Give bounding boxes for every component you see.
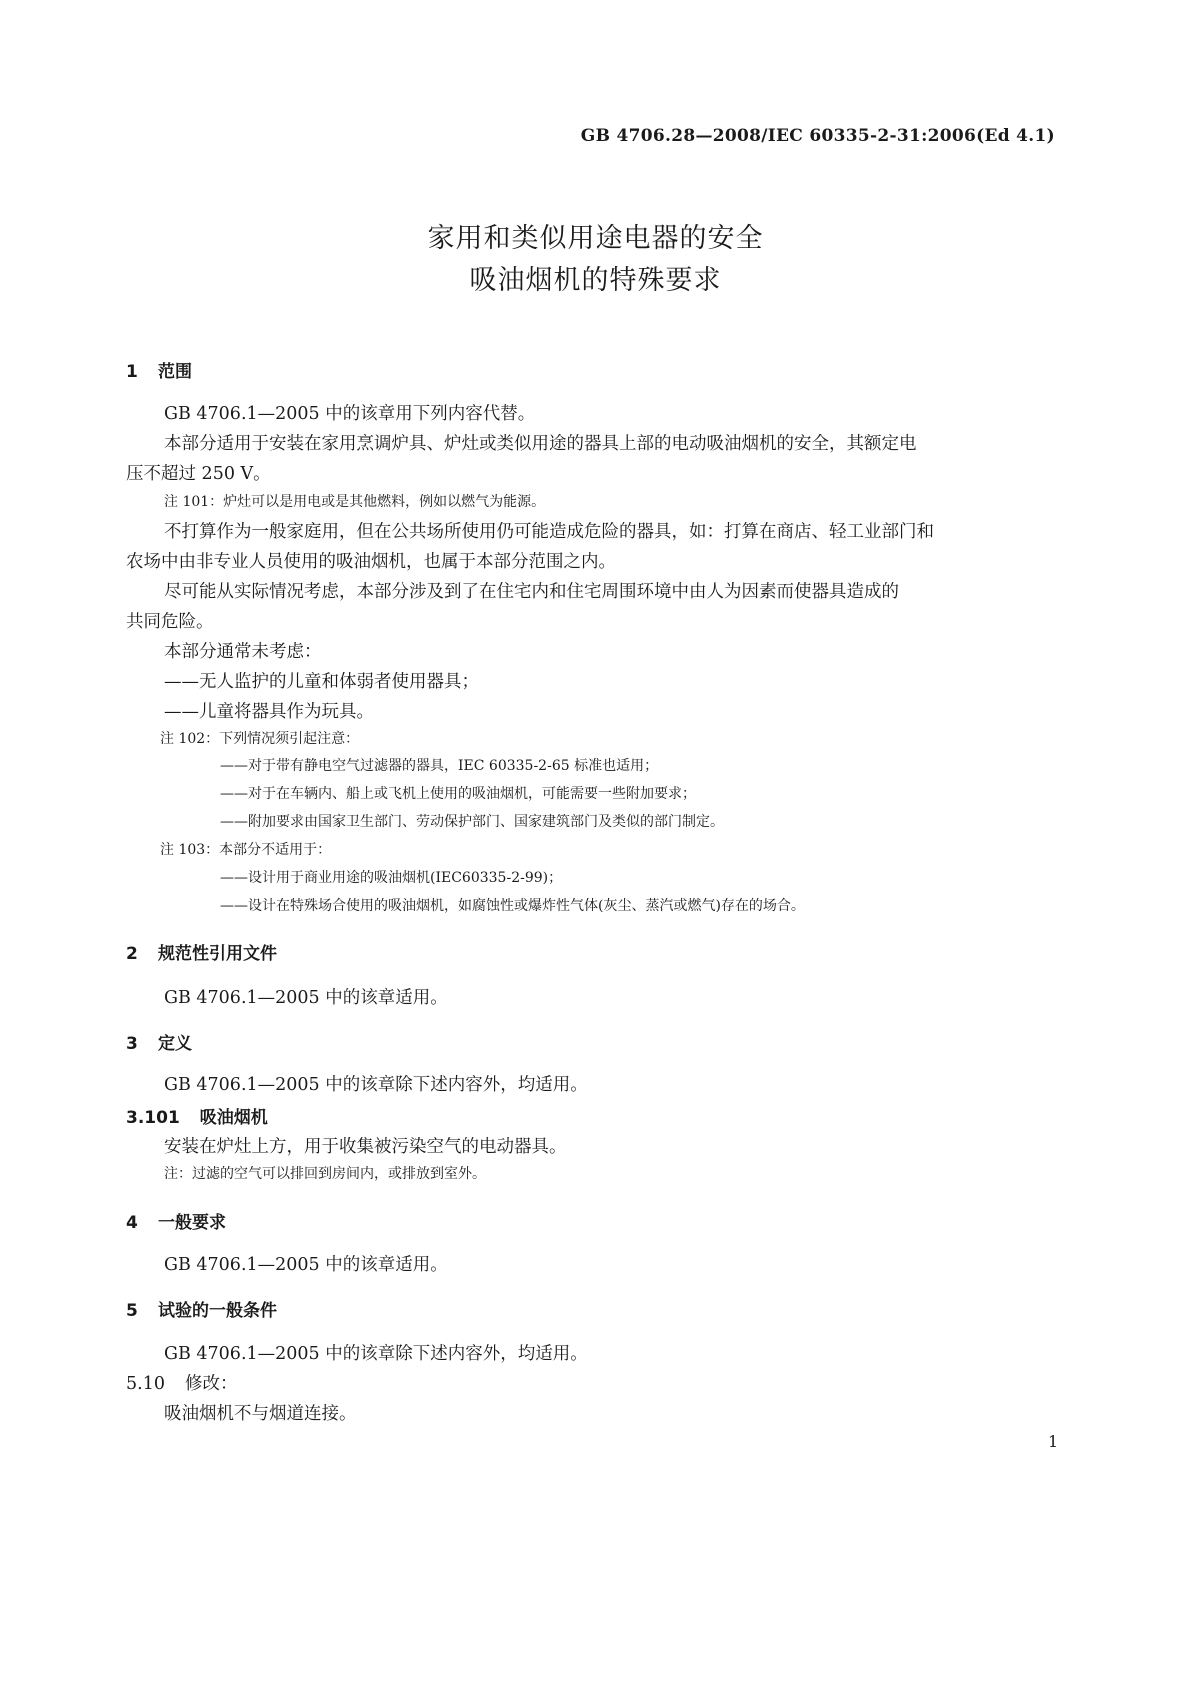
paragraph: GB 4706.1—2005 中的该章除下述内容外，均适用。 xyxy=(164,1075,588,1095)
title-line-1: 家用和类似用途电器的安全 xyxy=(427,223,764,254)
section-title: 一般要求 xyxy=(158,1213,226,1233)
note-item: ——对于在车辆内、船上或飞机上使用的吸油烟机，可能需要一些附加要求； xyxy=(220,786,696,802)
note-103: 注 103：本部分不适用于： xyxy=(160,842,332,858)
dash-item: ——儿童将器具作为玩具。 xyxy=(164,702,374,722)
paragraph: 本部分通常未考虑： xyxy=(164,642,322,662)
section-number: 3 xyxy=(126,1034,138,1054)
section-title: 定义 xyxy=(158,1034,192,1054)
section-title: 范围 xyxy=(158,362,192,382)
paragraph: 安装在炉灶上方，用于收集被污染空气的电动器具。 xyxy=(164,1137,567,1157)
paragraph: 不打算作为一般家庭用，但在公共场所使用仍可能造成危险的器具，如：打算在商店、轻工业部门和 xyxy=(164,522,934,542)
paragraph: GB 4706.1—2005 中的该章适用。 xyxy=(164,1255,448,1275)
section-3-heading xyxy=(126,1029,192,1054)
paragraph: GB 4706.1—2005 中的该章用下列内容代替。 xyxy=(164,404,536,424)
subsection-number: 5.10 xyxy=(126,1374,165,1394)
section-4-heading xyxy=(126,1208,226,1233)
note-item: ——对于带有静电空气过滤器的器具，IEC 60335-2-65 标准也适用； xyxy=(220,758,659,774)
note-item: ——设计用于商业用途的吸油烟机(IEC60335-2-99)； xyxy=(220,870,563,886)
subsection-number: 3.101 xyxy=(126,1108,180,1128)
standard-code-header: GB 4706.28—2008/IEC 60335-2-31:2006(Ed 4.1) xyxy=(580,126,1055,146)
paragraph: GB 4706.1—2005 中的该章适用。 xyxy=(164,988,448,1008)
paragraph-continuation: 压不超过 250 V。 xyxy=(126,464,271,484)
section-number: 4 xyxy=(126,1213,138,1233)
note-101: 注 101：炉灶可以是用电或是其他燃料，例如以燃气为能源。 xyxy=(164,494,546,510)
paragraph: 吸油烟机不与烟道连接。 xyxy=(164,1404,357,1424)
section-number: 2 xyxy=(126,944,138,964)
subsection-title: 吸油烟机 xyxy=(199,1108,268,1128)
note: 注：过滤的空气可以排回到房间内，或排放到室外。 xyxy=(164,1166,486,1182)
paragraph: GB 4706.1—2005 中的该章除下述内容外，均适用。 xyxy=(164,1344,588,1364)
section-number: 1 xyxy=(126,362,138,382)
note-102: 注 102：下列情况须引起注意： xyxy=(160,731,360,747)
subsection-5-10-heading xyxy=(126,1370,237,1395)
section-number: 5 xyxy=(126,1301,138,1321)
paragraph: 本部分适用于安装在家用烹调炉具、炉灶或类似用途的器具上部的电动吸油烟机的安全，其额定电 xyxy=(164,434,917,454)
section-2-heading xyxy=(126,939,277,964)
subsection-title: 修改： xyxy=(184,1374,238,1394)
section-5-heading xyxy=(126,1296,277,1321)
section-1-heading xyxy=(126,357,192,382)
section-title: 试验的一般条件 xyxy=(158,1301,277,1321)
title-line-2: 吸油烟机的特殊要求 xyxy=(469,265,722,296)
dash-item: ——无人监护的儿童和体弱者使用器具； xyxy=(164,672,479,692)
paragraph-continuation: 农场中由非专业人员使用的吸油烟机，也属于本部分范围之内。 xyxy=(126,552,616,572)
paragraph: 尽可能从实际情况考虑，本部分涉及到了在住宅内和住宅周围环境中由人为因素而使器具造成的 xyxy=(164,582,899,602)
subsection-3-101-heading xyxy=(126,1103,268,1128)
paragraph-continuation: 共同危险。 xyxy=(126,612,214,632)
page-number: 1 xyxy=(1048,1432,1059,1451)
note-item: ——设计在特殊场合使用的吸油烟机，如腐蚀性或爆炸性气体(灰尘、蒸汽或燃气)存在的场合。 xyxy=(220,898,805,914)
note-item: ——附加要求由国家卫生部门、劳动保护部门、国家建筑部门及类似的部门制定。 xyxy=(220,814,724,830)
section-title: 规范性引用文件 xyxy=(158,944,277,964)
